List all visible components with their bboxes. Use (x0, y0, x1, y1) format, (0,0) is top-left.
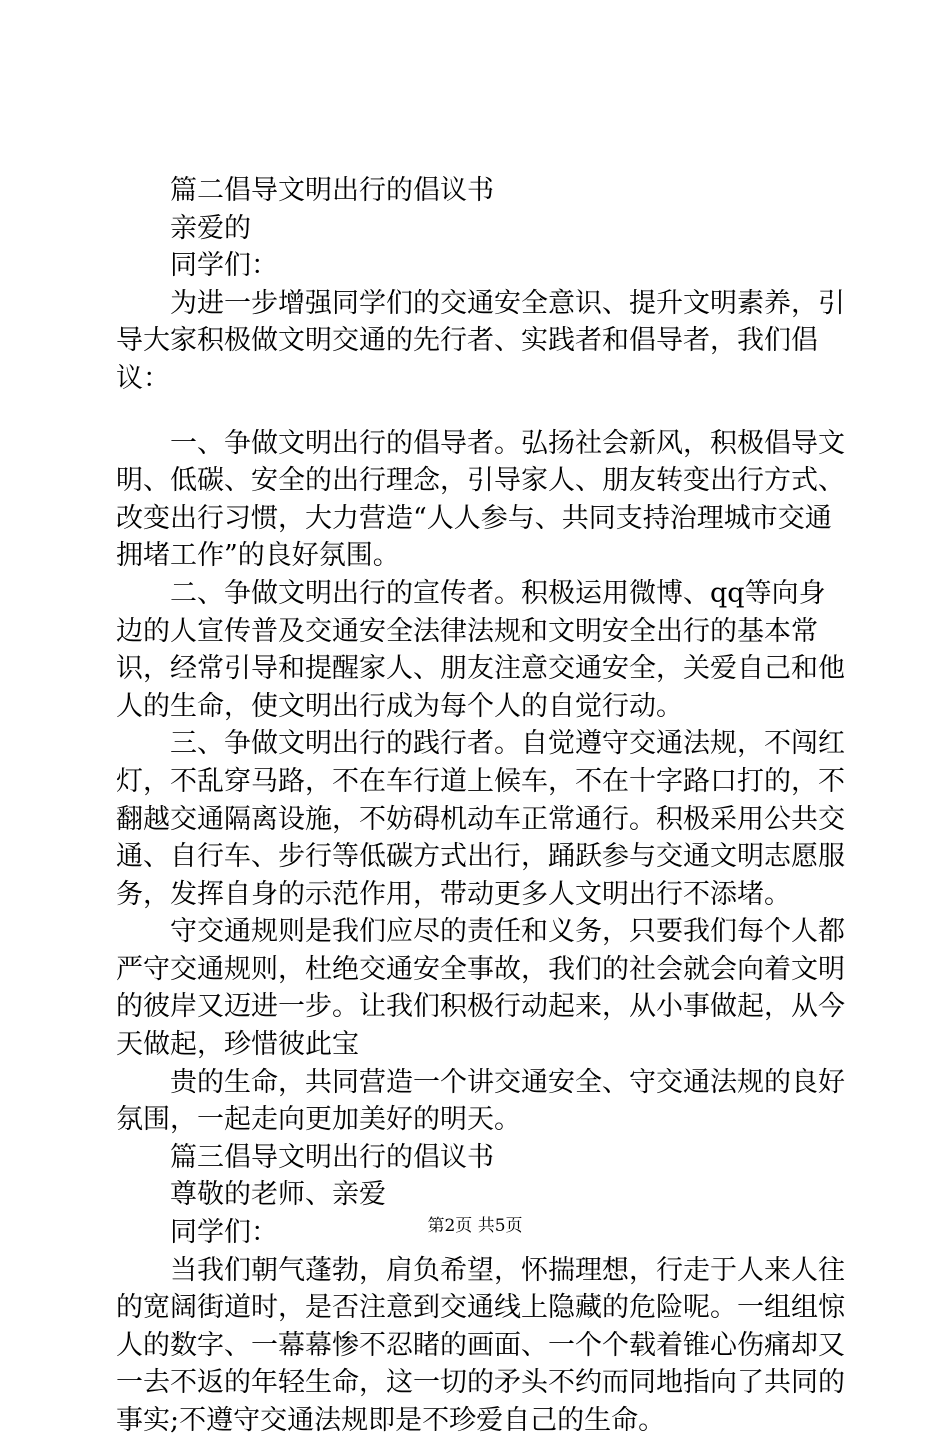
document-body (116, 172, 852, 1440)
body-paragraph: 当我们朝气蓬勃，肩负希望，怀揣理想，行走于人来人往的宽阔街道时，是否注意到交通线上隐藏的危险呢。一组组惊人的数字、一幕幕惨不忍睹的画面、一个个载着锥心伤痛却又一去不返的年轻生命，这一切的矛头不约而同地指向了共同的事实;不遵守交通法规即是不珍爱自己的生命。 (116, 1254, 845, 1436)
salutation-line: 亲爱的 (170, 212, 251, 244)
section-title: 篇二倡导文明出行的倡议书 (170, 175, 494, 206)
salutation-line: 尊敬的老师、亲爱 (170, 1179, 386, 1211)
intro-paragraph: 为进一步增强同学们的交通安全意识、提升文明素养，引导大家积极做文明交通的先行者、实践者和倡导者，我们倡议： (116, 287, 845, 394)
salutation-line: 同学们： (170, 250, 278, 282)
body-paragraph: 贵的生命，共同营造一个讲交通安全、守交通法规的良好氛围，一起走向更加美好的明天。 (116, 1066, 845, 1136)
body-paragraph: 守交通规则是我们应尽的责任和义务，只要我们每个人都严守交通规则，杜绝交通安全事故，我们的社会就会向着文明的彼岸又迈进一步。让我们积极行动起来，从小事做起，从今天做起，珍惜彼此宝 (116, 916, 845, 1061)
section-title: 篇三倡导文明出行的倡议书 (170, 1141, 494, 1173)
body-paragraph: 一、争做文明出行的倡导者。弘扬社会新风，积极倡导文明、低碳、安全的出行理念，引导家人、朋友转变出行方式、改变出行习惯，大力营造“人人参与、共同支持治理城市交通拥堵工作”的良好氛围。 (116, 427, 845, 572)
body-paragraph: 二、争做文明出行的宣传者。积极运用微博、qq等向身边的人宣传普及交通安全法律法规和文明安全出行的基本常识，经常引导和提醒家人、朋友注意交通安全，关爱自己和他人的生命，使文明出行成为每个人的自觉行动。 (116, 577, 845, 722)
body-paragraph: 三、争做文明出行的践行者。自觉遵守交通法规，不闯红灯，不乱穿马路，不在车行道上候车，不在十字路口打的，不翻越交通隔离设施，不妨碍机动车正常通行。积极采用公共交通、自行车、步行等低碳方式出行，踊跃参与交通文明志愿服务，发挥自身的示范作用，带动更多人文明出行不添堵。 (116, 728, 845, 910)
salutation-line: 同学们： (170, 1217, 278, 1249)
page-number-footer: 第2页 共5页 (427, 1216, 523, 1236)
paragraph-gap (116, 398, 852, 425)
